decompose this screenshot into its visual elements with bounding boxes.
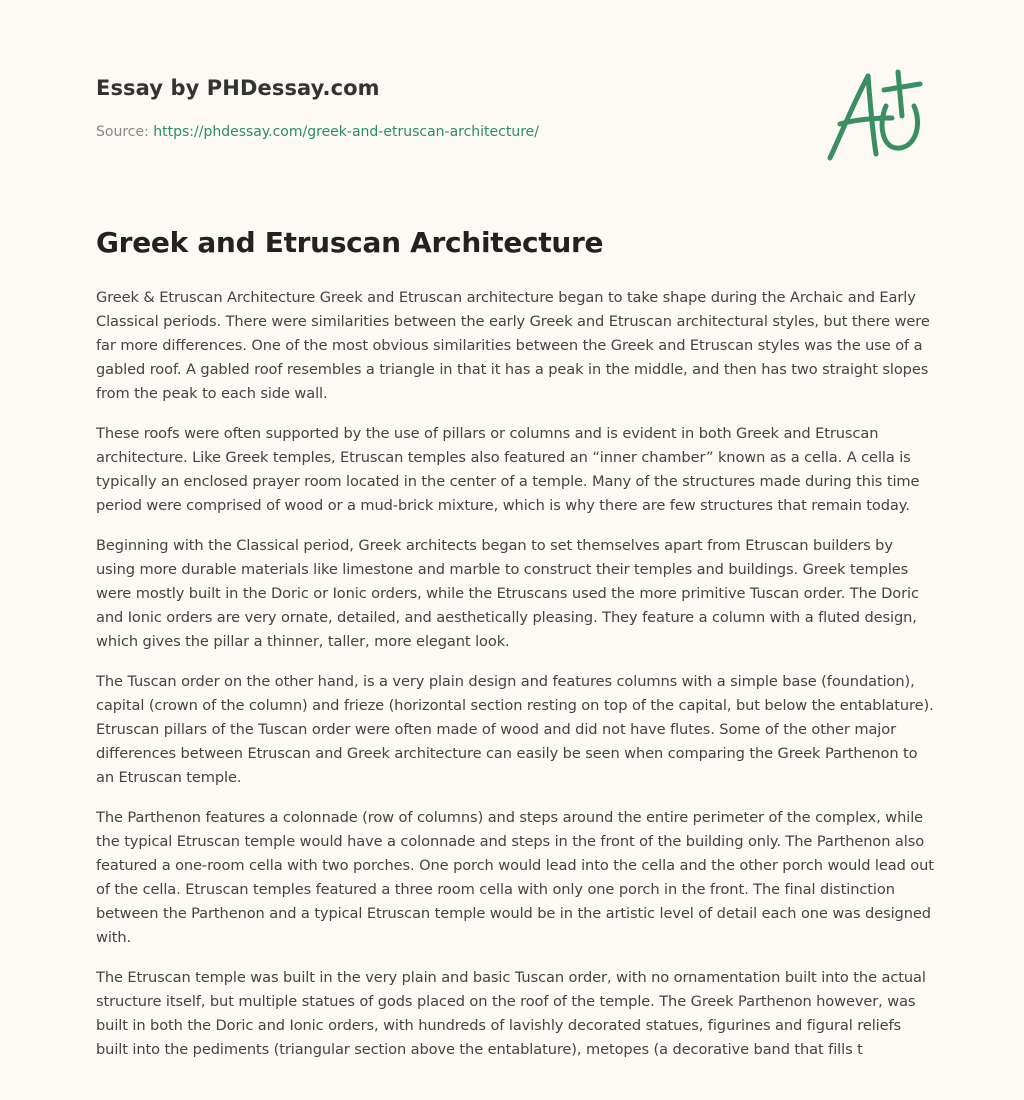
essay-paragraph: The Tuscan order on the other hand, is a very plain design and features columns with a simple base (foundation), capital (crown of the column) and frieze (horizontal section resting on top of the capital, but below the entablature). Etruscan pillars of the Tuscan order were often made of wood and did not have flutes. Some of the other major differences between Etruscan and Greek architecture can easily be seen when comparing the Greek Parthenon to an Etruscan temple. [96,673,934,786]
a-plus-logo-graphic [820,62,930,172]
essay-paragraph: Greek & Etruscan Architecture Greek and Etruscan architecture began to take shape during the Archaic and Early Classical periods. There were similarities between the early Greek and Etruscan architectural styles, but there were far more differences. One of the most obvious similarities between the Greek and Etruscan styles was the use of a gabled roof. A gabled roof resembles a triangle in that it has a peak in the middle, and then has two straight slopes from the peak to each side wall. [96,289,930,402]
a-plus-grade-icon [820,62,930,172]
source-label: Source: [96,124,149,140]
source-link[interactable]: https://phdessay.com/greek-and-etruscan-architecture/ [153,124,539,140]
essay-paragraph: These roofs were often supported by the use of pillars or columns and is evident in both Greek and Etruscan architecture. Like Greek temples, Etruscan temples also featured an “inner chamber” known as a cella. A cella is typically an enclosed prayer room located in the center of a temple. Many of the structures made during this time period were comprised of wood or a mud-brick mixture, which is why there are few structures that remain today. [96,425,920,514]
essay-title: Greek and Etruscan Architecture [96,226,604,259]
essay-paragraph: The Etruscan temple was built in the very plain and basic Tuscan order, with no ornamentation built into the actual structure itself, but multiple statues of gods placed on the roof of the temple. The Greek Parthenon however, was built in both the Doric and Ionic orders, with hundreds of lavishly decorated statues, figurines and figural reliefs built into the pediments (triangular section above the entablature), metopes (a decorative band that fills t [96,969,926,1058]
essay-body [96,286,934,1086]
site-title: Essay by PHDessay.com [96,76,380,100]
source-line [96,124,539,140]
essay-paragraph: Beginning with the Classical period, Greek architects began to set themselves apart from Etruscan builders by using more durable materials like limestone and marble to construct their temples and buildings. Greek temples were mostly built in the Doric or Ionic orders, while the Etruscans used the more primitive Tuscan order. The Doric and Ionic orders are very ornate, detailed, and aesthetically pleasing. They feature a column with a fluted design, which gives the pillar a thinner, taller, more elegant look. [96,537,919,650]
essay-paragraph: The Parthenon features a colonnade (row of columns) and steps around the entire perimeter of the complex, while the typical Etruscan temple would have a colonnade and steps in the front of the building only. The Parthenon also featured a one-room cella with two porches. One porch would lead into the cella and the other porch would lead out of the cella. Etruscan temples featured a three room cella with only one porch in the front. The final distinction between the Parthenon and a typical Etruscan temple would be in the artistic level of detail each one was designed with. [96,809,934,946]
